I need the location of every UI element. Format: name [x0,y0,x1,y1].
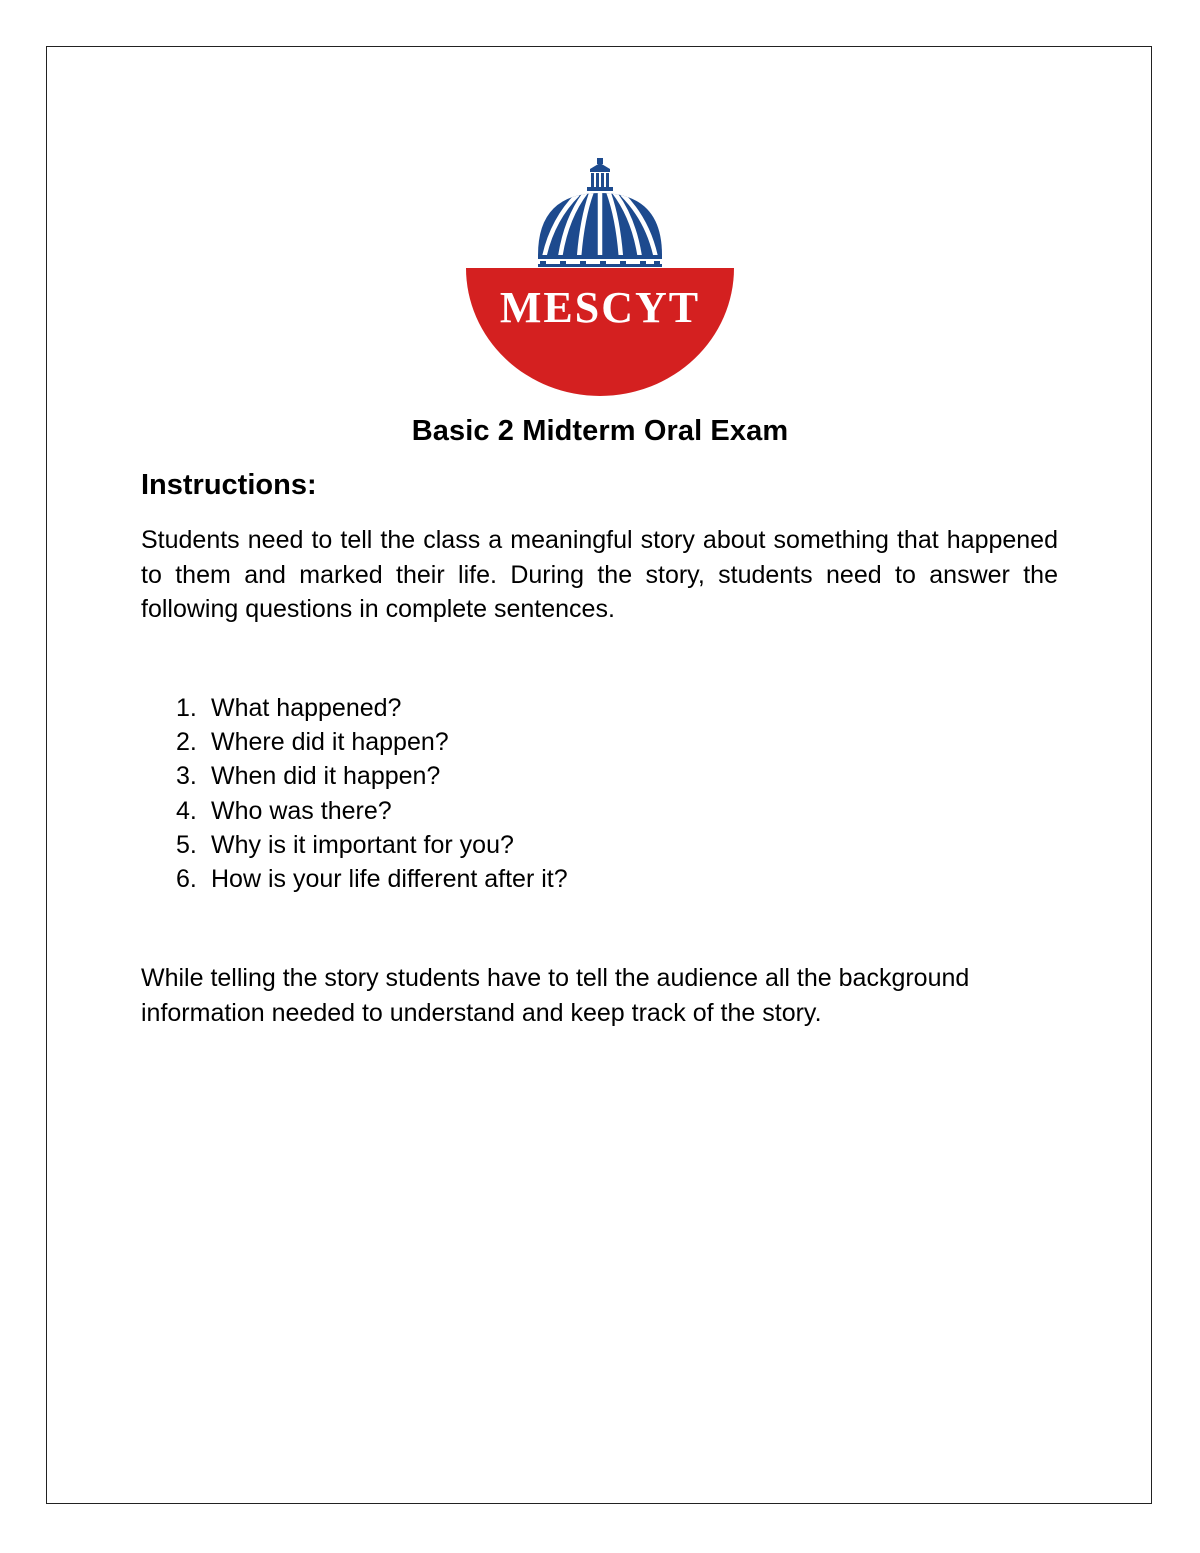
question-text: Where did it happen? [211,728,449,757]
question-item [176,862,568,896]
question-number: 3. [176,762,197,791]
question-number: 4. [176,796,197,825]
question-text: When did it happen? [211,762,441,791]
question-number: 2. [176,728,197,757]
question-item [176,794,568,828]
intro-paragraph: Students need to tell the class a meaningful story about something that happened to them and marked their life. During the story, students need to answer the following questions in complete sentences. [141,526,1058,623]
question-list [176,691,568,896]
question-text: What happened? [211,694,402,722]
question-number: 5. [176,830,197,859]
question-number: 1. [176,694,197,722]
question-item [176,725,568,759]
question-text: How is your life different after it? [211,865,568,894]
mescyt-logo [466,158,734,396]
question-text: Why is it important for you? [211,830,514,859]
closing-paragraph: While telling the story students have to tell the audience all the background information needed to understand and keep track of the story. [141,964,970,1027]
instructions-heading: Instructions: [141,469,317,501]
exam-title: Basic 2 Midterm Oral Exam [411,415,789,447]
question-item [176,759,568,793]
question-item [176,828,568,862]
question-item [176,691,568,725]
logo-text: MESCYT [499,283,701,332]
question-text: Who was there? [211,796,392,825]
question-number: 6. [176,865,197,894]
